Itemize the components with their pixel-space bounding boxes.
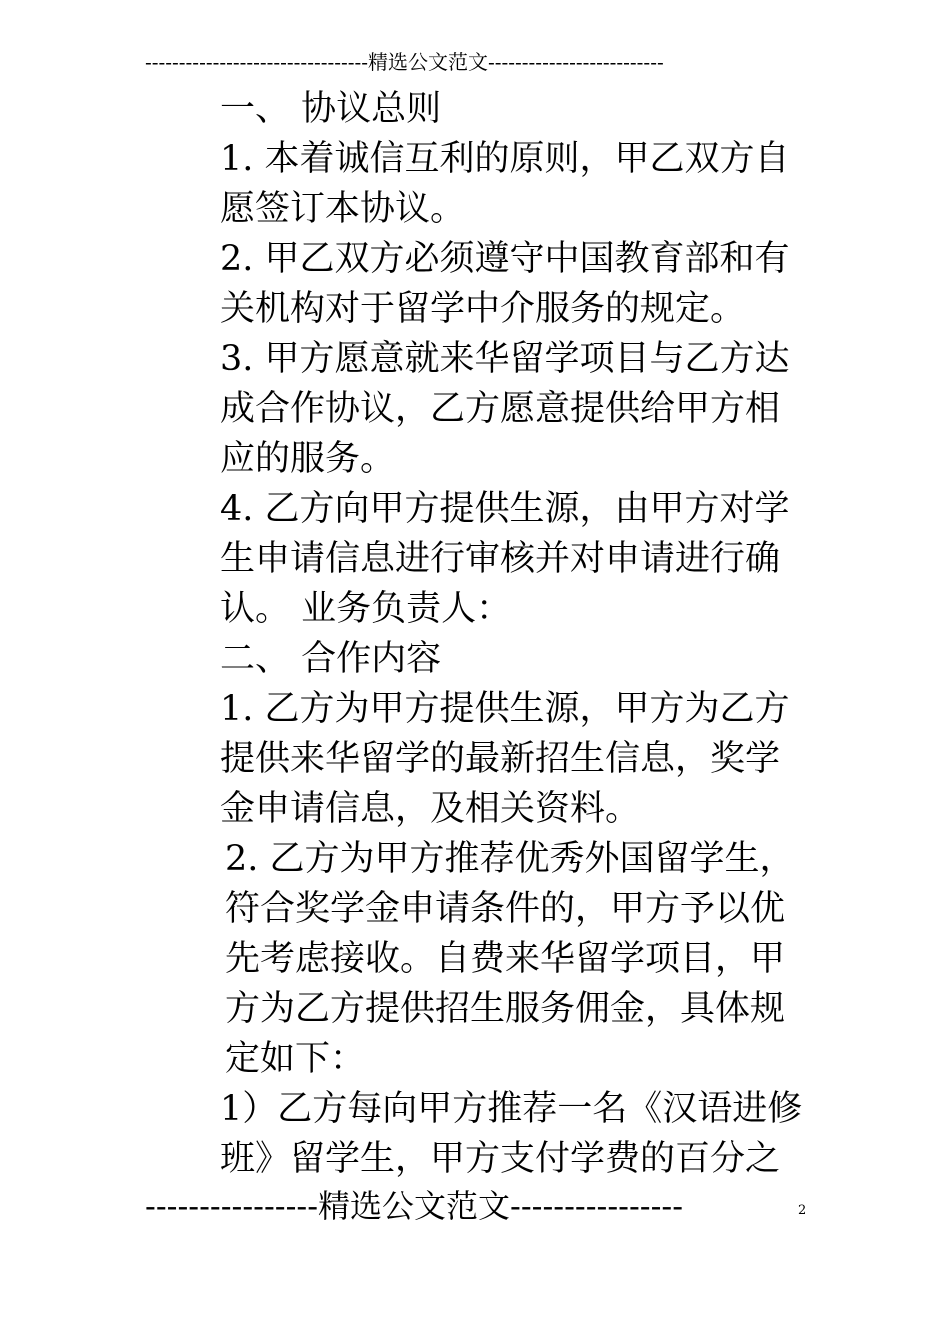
page-header: ---------------------------------精选公文范文--------------------------	[145, 50, 664, 74]
paragraph: 1. 乙方为甲方提供生源，甲方为乙方提供来华留学的最新招生信息，奖学金申请信息，及相关资料。	[220, 689, 790, 829]
paragraph: 4. 乙方向甲方提供生源，由甲方对学生申请信息进行审核并对申请进行确认。 业务负责人：	[220, 489, 790, 629]
paragraph: 2. 甲乙双方必须遵守中国教育部和有关机构对于留学中介服务的规定。	[220, 239, 790, 329]
paragraph: 1. 本着诚信互利的原则，甲乙双方自愿签订本协议。	[220, 139, 790, 229]
document-body	[145, 84, 810, 1184]
paragraph: 2. 乙方为甲方推荐优秀外国留学生，符合奖学金申请条件的，甲方予以优先考虑接收。自费来华留学项目，甲方为乙方提供招生服务佣金，具体规定如下：	[225, 839, 795, 1079]
section-heading-2: 二、 合作内容	[220, 639, 442, 679]
section-heading-1: 一、 协议总则	[220, 89, 442, 129]
page-footer: ----------------精选公文范文----------------	[145, 1187, 684, 1225]
paragraph: 3. 甲方愿意就来华留学项目与乙方达成合作协议，乙方愿意提供给甲方相应的服务。	[220, 339, 790, 479]
page-number: 2	[798, 1203, 807, 1218]
paragraph: 1）乙方每向甲方推荐一名《汉语进修班》留学生，甲方支付学费的百分之	[220, 1089, 803, 1179]
